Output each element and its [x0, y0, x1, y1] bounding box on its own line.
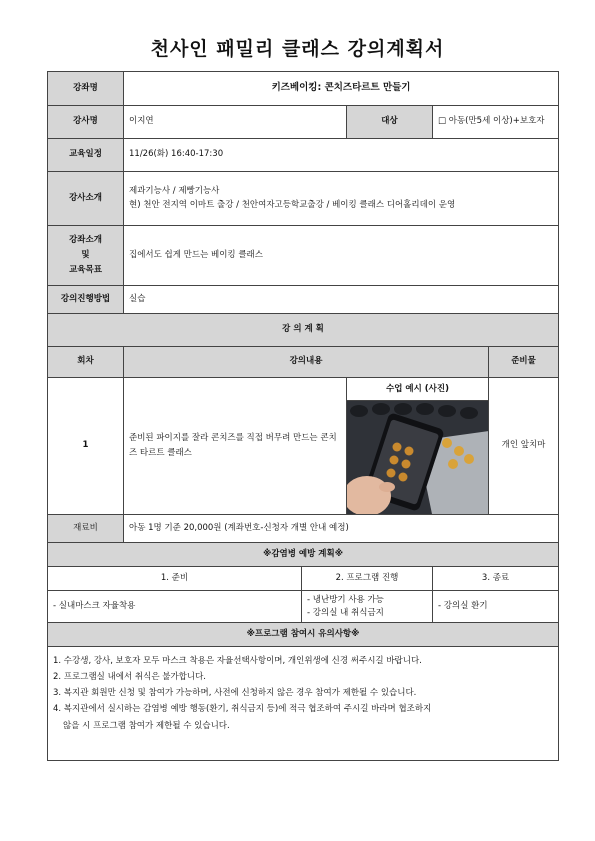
photo-title: 수업 예시 (사진): [347, 378, 488, 401]
schedule-row: [48, 139, 559, 172]
goal-label: [48, 226, 124, 286]
plan-column-row: [48, 347, 559, 378]
course-row: [48, 72, 559, 106]
prevention-columns-row: [48, 567, 559, 591]
plan-header-row: [48, 314, 559, 347]
session-number: 1: [48, 378, 124, 515]
prevention-item-2b: - 강의실 내 취식금지: [307, 607, 384, 618]
col-content: 강의내용: [124, 347, 489, 378]
col-prep: 준비물: [489, 347, 559, 378]
col-session: 회차: [48, 347, 124, 378]
target-value: □ 아동(만5세 이상)+보호자: [433, 106, 559, 139]
schedule-value: 11/26(화) 16:40-17:30: [124, 139, 559, 172]
instructor-value: 이지연: [124, 106, 347, 139]
tart-photo-illustration: [347, 401, 488, 514]
intro-label: 강사소개: [48, 172, 124, 226]
intro-line-1: 제과기능사 / 제빵기능사: [129, 186, 220, 197]
prep-value: 개인 앞치마: [489, 378, 559, 515]
note-2: 2. 프로그램실 내에서 취식은 불가합니다.: [53, 672, 206, 683]
note-4b: 않을 시 프로그램 참여가 제한될 수 있습니다.: [63, 720, 230, 731]
schedule-label: 교육일정: [48, 139, 124, 172]
prevention-item-2a: - 냉난방기 사용 가능: [307, 595, 384, 606]
intro-value: [124, 172, 559, 226]
prevention-item-3: - 강의실 환기: [433, 591, 559, 623]
fee-label: 재료비: [48, 515, 124, 543]
intro-row: [48, 172, 559, 226]
method-value: 실습: [124, 286, 559, 314]
prevention-col-finish: 3. 종료: [433, 567, 559, 591]
fee-value: 아동 1명 기준 20,000원 (계좌번호-신청자 개별 안내 예정): [124, 515, 559, 543]
notes-row: [48, 647, 559, 761]
instructor-row: [48, 106, 559, 139]
class-example-photo: [347, 401, 488, 514]
goal-value: 집에서도 쉽게 만드는 베이킹 클래스: [124, 226, 559, 286]
course-label: 강좌명: [48, 72, 124, 106]
class-photo-cell: [347, 378, 489, 515]
goal-row: [48, 226, 559, 286]
session-content: 준비된 파이지를 잘라 콘치즈를 직접 버무려 만드는 콘치즈 타르트 클래스: [124, 378, 347, 515]
goal-label-line-1: 강좌소개: [69, 234, 102, 245]
prevention-header-row: [48, 543, 559, 567]
method-label: 강의진행방법: [48, 286, 124, 314]
target-label: 대상: [347, 106, 433, 139]
method-row: [48, 286, 559, 314]
note-4a: 4. 복지관에서 실시하는 감염병 예방 행동(환기, 취식금지 등)에 적극 협조하여 주시길 바라며 협조하지: [53, 704, 432, 715]
goal-label-line-2: 및: [81, 249, 90, 260]
fee-row: [48, 515, 559, 543]
course-value: 키즈베이킹: 콘치즈타르트 만들기: [124, 72, 559, 106]
instructor-label: 강사명: [48, 106, 124, 139]
prevention-header: ※감염병 예방 계획※: [48, 543, 559, 567]
prevention-item-1: - 실내마스크 자율착용: [48, 591, 302, 623]
goal-label-line-3: 교육목표: [69, 265, 102, 276]
notes-header: ※프로그램 참여시 유의사항※: [48, 623, 559, 647]
plan-session-row: [48, 378, 559, 515]
plan-header: 강 의 계 획: [48, 314, 559, 347]
note-1: 1. 수강생, 강사, 보호자 모두 마스크 착용은 자율선택사항이며, 개인위생에 신경 써주시길 바랍니다.: [53, 656, 422, 666]
prevention-col-prepare: 1. 준비: [48, 567, 302, 591]
document-title: 천사인 패밀리 클래스 강의계획서: [150, 38, 445, 60]
notes-list: [48, 647, 559, 761]
prevention-col-progress: 2. 프로그램 진행: [302, 567, 433, 591]
lecture-plan-table: [47, 71, 559, 761]
notes-header-row: [48, 623, 559, 647]
prevention-items-row: [48, 591, 559, 623]
prevention-item-2: [302, 591, 433, 623]
note-3: 3. 복지관 회원만 신청 및 참여가 가능하며, 사전에 신청하지 않은 경우 참여가 제한될 수 있습니다.: [53, 688, 417, 699]
intro-line-2: 현) 천안 전지역 이마트 출강 / 천안여자고등학교출강 / 베이킹 클래스 디어홀리데이 운영: [129, 199, 456, 210]
